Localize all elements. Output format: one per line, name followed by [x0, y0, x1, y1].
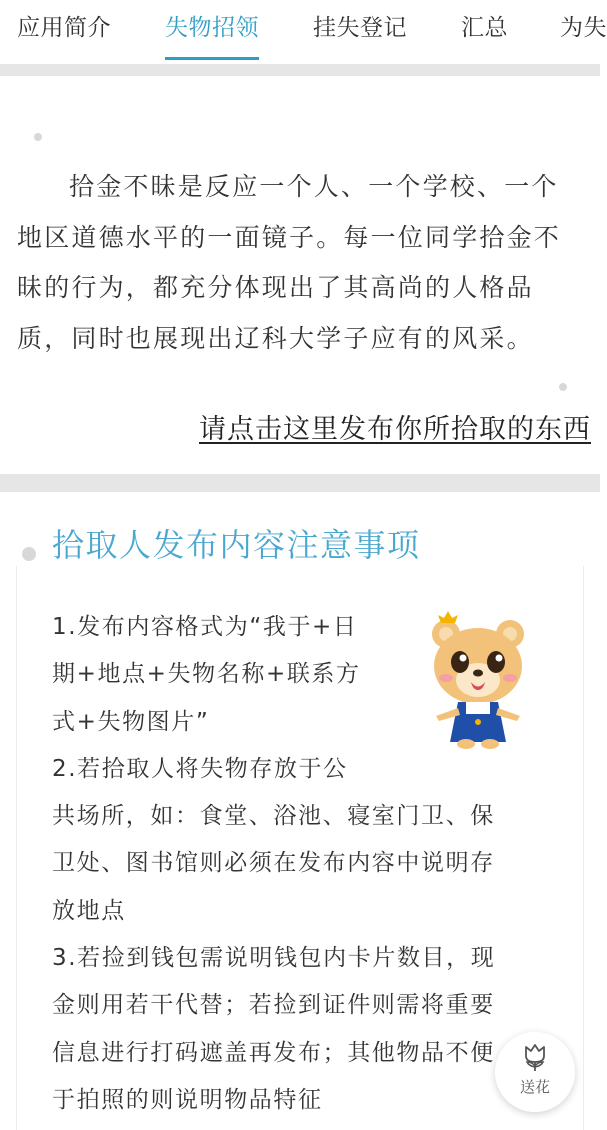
decorative-dot — [559, 383, 567, 391]
note-line: 期+地点+失物名称+联系方 — [52, 661, 361, 688]
tab-more[interactable]: 为失 — [560, 15, 607, 41]
publish-found-item-link[interactable]: 请点击这里发布你所拾取的东西 — [199, 414, 591, 445]
note-line: 式+失物图片” — [52, 708, 210, 735]
note-line: 3.若捡到钱包需说明钱包内卡片数目，现 — [52, 945, 496, 972]
bear-mascot-icon — [418, 610, 538, 750]
notes-heading: 拾取人发布内容注意事项 — [52, 526, 421, 564]
send-flower-label: 送花 — [519, 1078, 550, 1096]
note-line: 放地点 — [52, 897, 126, 924]
note-line: 2.若拾取人将失物存放于公 — [52, 755, 348, 782]
note-line: 1.发布内容格式为“我于+日 — [52, 614, 358, 640]
tab-lost-and-found[interactable] — [165, 12, 259, 52]
note-line: 金则用若干代替；若捡到证件则需将重要 — [52, 992, 495, 1019]
note-line: 于拍照的则说明物品特征 — [52, 1086, 323, 1113]
decorative-dot — [34, 133, 42, 141]
note-line: 卫处、图书馆则必须在发布内容中说明存 — [52, 850, 495, 877]
top-tab-bar — [0, 0, 607, 64]
intro-paragraph: 拾金不昧是反应一个人、一个学校、一个地区道德水平的一面镜子。每一位同学拾金不昧的行为，都充分体现出了其高尚的人格品质，同时也展现出辽科大学子应有的风采。 — [17, 172, 562, 353]
tab-app-intro[interactable]: 应用简介 — [17, 15, 111, 41]
send-flower-button[interactable] — [495, 1032, 575, 1112]
tab-loss-registration[interactable]: 挂失登记 — [313, 15, 407, 41]
tab-summary[interactable]: 汇总 — [461, 15, 508, 41]
active-tab-indicator — [165, 57, 259, 60]
tab-bar-divider — [0, 64, 600, 76]
flower-icon — [521, 1042, 549, 1072]
section-divider — [0, 474, 600, 492]
tab-lost-and-found-label: 失物招领 — [165, 15, 259, 41]
decorative-dot — [22, 547, 36, 561]
note-line: 信息进行打码遮盖再发布；其他物品不便 — [52, 1039, 495, 1066]
note-line: 共场所，如：食堂、浴池、寝室门卫、保 — [52, 803, 495, 830]
